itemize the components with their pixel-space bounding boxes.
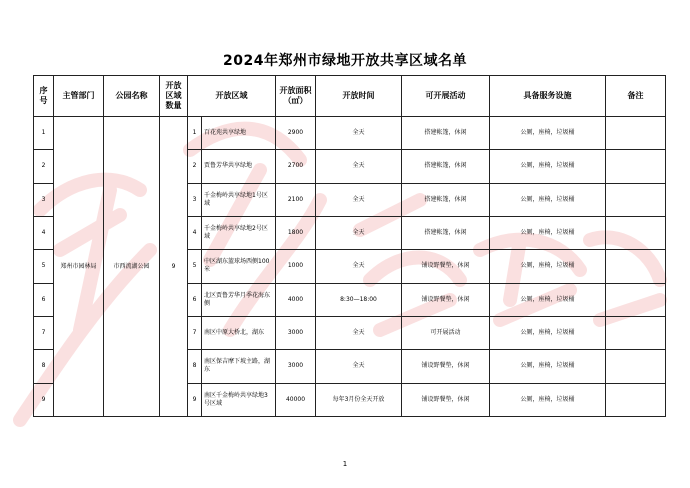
table-header-row bbox=[34, 76, 666, 117]
cell-note bbox=[606, 383, 666, 416]
cell-size: 1000 bbox=[276, 250, 316, 283]
cell-size: 40000 bbox=[276, 383, 316, 416]
cell-note bbox=[606, 350, 666, 383]
cell-time: 全天 bbox=[316, 250, 402, 283]
cell-area: 千金梅岭共享绿地2号区域 bbox=[202, 216, 276, 249]
cell-activity: 搭建帐篷，休闲 bbox=[402, 216, 490, 249]
cell-note bbox=[606, 117, 666, 150]
cell-area: 南区千金梅岭共享绿地3号区域 bbox=[202, 383, 276, 416]
cell-facility: 公厕，座椅，垃圾桶 bbox=[490, 117, 606, 150]
cell-seq: 5 bbox=[34, 250, 54, 283]
cell-note bbox=[606, 316, 666, 349]
cell-seq: 7 bbox=[34, 316, 54, 349]
cell-time: 全天 bbox=[316, 316, 402, 349]
cell-area: 南区中原大桥北，湖东 bbox=[202, 316, 276, 349]
cell-note bbox=[606, 150, 666, 183]
cell-area-index: 9 bbox=[188, 383, 202, 416]
header-time: 开放时间 bbox=[316, 76, 402, 117]
cell-park-name: 市西流湖公园 bbox=[104, 117, 160, 417]
cell-facility: 公厕，座椅，垃圾桶 bbox=[490, 316, 606, 349]
cell-area: 北区贾鲁芳华月季花海东侧 bbox=[202, 283, 276, 316]
cell-activity: 搭建帐篷，休闲 bbox=[402, 150, 490, 183]
cell-size: 3000 bbox=[276, 350, 316, 383]
cell-time: 全天 bbox=[316, 216, 402, 249]
cell-area-index: 4 bbox=[188, 216, 202, 249]
page-number: 1 bbox=[342, 460, 348, 468]
header-facility: 具备服务设施 bbox=[490, 76, 606, 117]
cell-area-index: 7 bbox=[188, 316, 202, 349]
cell-area-count: 9 bbox=[160, 117, 188, 417]
cell-time: 每年3月份全天开放 bbox=[316, 383, 402, 416]
cell-area: 百花苑共享绿地 bbox=[202, 117, 276, 150]
cell-activity: 铺设野餐垫，休闲 bbox=[402, 383, 490, 416]
cell-activity: 搭建帐篷，休闲 bbox=[402, 117, 490, 150]
header-area: 开放区域 bbox=[188, 76, 276, 117]
cell-facility: 公厕，座椅，垃圾桶 bbox=[490, 350, 606, 383]
cell-seq: 6 bbox=[34, 283, 54, 316]
cell-activity: 搭建帐篷，休闲 bbox=[402, 183, 490, 216]
cell-time: 全天 bbox=[316, 117, 402, 150]
cell-time: 8:30—18:00 bbox=[316, 283, 402, 316]
cell-note bbox=[606, 283, 666, 316]
cell-seq: 1 bbox=[34, 117, 54, 150]
cell-facility: 公厕，座椅，垃圾桶 bbox=[490, 250, 606, 283]
cell-area-index: 3 bbox=[188, 183, 202, 216]
cell-area: 中区湖东篮球场西侧100米 bbox=[202, 250, 276, 283]
cell-seq: 3 bbox=[34, 183, 54, 216]
cell-seq: 4 bbox=[34, 216, 54, 249]
cell-seq: 8 bbox=[34, 350, 54, 383]
cell-facility: 公厕，座椅，垃圾桶 bbox=[490, 150, 606, 183]
cell-area-index: 6 bbox=[188, 283, 202, 316]
cell-note bbox=[606, 216, 666, 249]
cell-facility: 公厕，座椅，垃圾桶 bbox=[490, 283, 606, 316]
cell-size: 1800 bbox=[276, 216, 316, 249]
cell-area: 贾鲁芳华共享绿地 bbox=[202, 150, 276, 183]
header-size: 开放面积（㎡） bbox=[276, 76, 316, 117]
open-area-table bbox=[33, 75, 666, 417]
cell-note bbox=[606, 250, 666, 283]
cell-size: 2700 bbox=[276, 150, 316, 183]
cell-activity: 可开展活动 bbox=[402, 316, 490, 349]
header-dept: 主管部门 bbox=[54, 76, 104, 117]
cell-size: 2900 bbox=[276, 117, 316, 150]
header-count: 开放区域数量 bbox=[160, 76, 188, 117]
cell-time: 全天 bbox=[316, 150, 402, 183]
cell-department: 郑州市园林局 bbox=[54, 117, 104, 417]
page-title: 2024年郑州市绿地开放共享区域名单 bbox=[223, 53, 467, 69]
cell-size: 4000 bbox=[276, 283, 316, 316]
cell-size: 2100 bbox=[276, 183, 316, 216]
cell-area-index: 5 bbox=[188, 250, 202, 283]
cell-area-index: 8 bbox=[188, 350, 202, 383]
header-seq: 序号 bbox=[34, 76, 54, 117]
cell-area-index: 2 bbox=[188, 150, 202, 183]
cell-area: 南区保吉摩下坡主路，湖东 bbox=[202, 350, 276, 383]
cell-seq: 9 bbox=[34, 383, 54, 416]
cell-facility: 公厕，座椅，垃圾桶 bbox=[490, 216, 606, 249]
cell-size: 3000 bbox=[276, 316, 316, 349]
cell-time: 全天 bbox=[316, 350, 402, 383]
cell-seq: 2 bbox=[34, 150, 54, 183]
header-note: 备注 bbox=[606, 76, 666, 117]
header-activity: 可开展活动 bbox=[402, 76, 490, 117]
cell-area-index: 1 bbox=[188, 117, 202, 150]
cell-activity: 铺设野餐垫，休闲 bbox=[402, 250, 490, 283]
cell-activity: 铺设野餐垫，休闲 bbox=[402, 350, 490, 383]
cell-facility: 公厕，座椅，垃圾桶 bbox=[490, 183, 606, 216]
header-park: 公园名称 bbox=[104, 76, 160, 117]
cell-time: 全天 bbox=[316, 183, 402, 216]
cell-note bbox=[606, 183, 666, 216]
cell-activity: 铺设野餐垫，休闲 bbox=[402, 283, 490, 316]
table-row bbox=[34, 117, 666, 150]
cell-area: 千金梅岭共享绿地1号区域 bbox=[202, 183, 276, 216]
cell-facility: 公厕，座椅，垃圾桶 bbox=[490, 383, 606, 416]
